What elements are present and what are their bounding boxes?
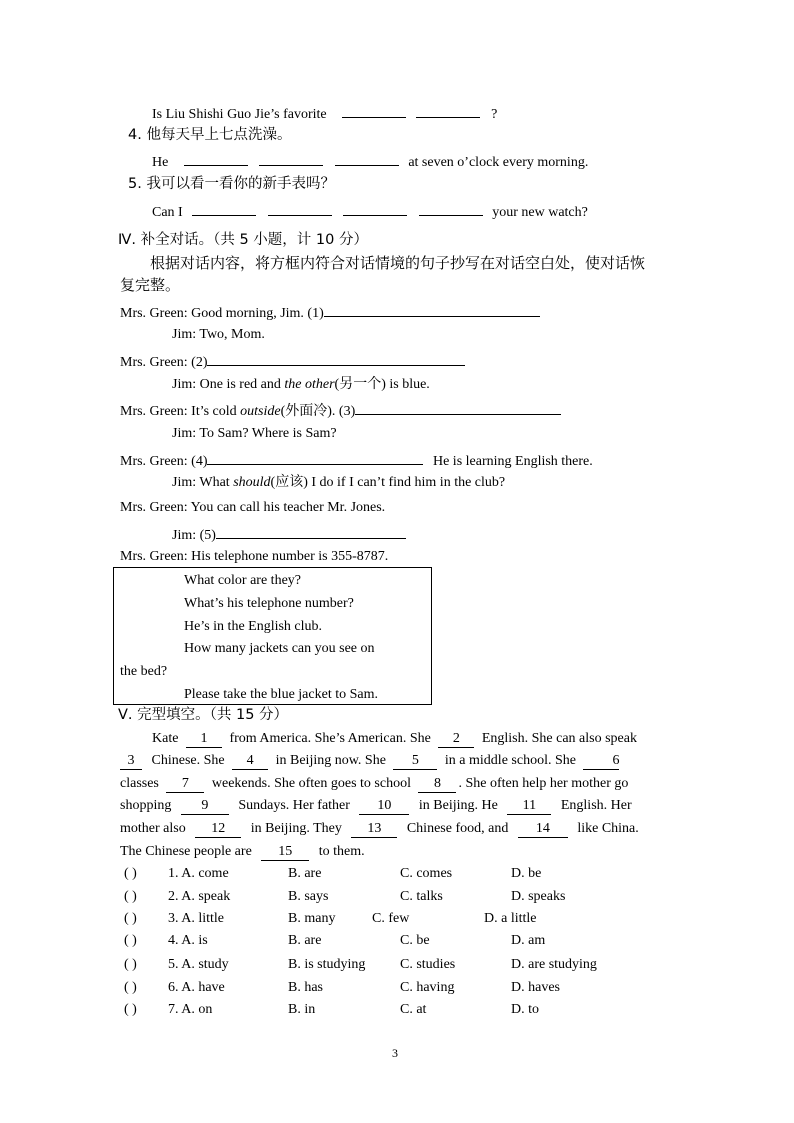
q5-chinese: 5. 我可以看一看你的新手表吗？ [128,176,335,192]
answer-paren[interactable]: ( ) [124,957,137,972]
answer-blank[interactable] [419,201,483,216]
dialogue-line-8: Jim: What should(应该) I do if I can’t find him in the club? [172,475,506,490]
cloze-blank[interactable]: 11 [507,798,551,815]
dialogue-blank-1[interactable] [324,302,540,317]
dialogue-blank-2[interactable] [207,351,465,366]
q5-line: Can I your new watch? [152,201,588,222]
cloze-line-3: classes 7 weekends. She often goes to school 8 . She often help her mother go [120,776,629,791]
dialogue-blank-4[interactable] [207,450,423,465]
answer-blank[interactable] [184,151,248,166]
mc-question-6: ( ) 6. A. have B. has C. having D. haves [124,980,560,995]
answer-paren[interactable]: ( ) [124,866,137,881]
dialogue-line-4: Jim: One is red and the other(另一个) is blue. [172,377,430,392]
cloze-blank[interactable]: 15 [261,844,309,861]
dialogue-line-10: Jim: (5) [172,524,406,545]
dialogue-line-11: Mrs. Green: His telephone number is 355-8787. [120,549,389,564]
q4-chinese: 4. 他每天早上七点洗澡。 [128,127,292,143]
answer-blank[interactable] [268,201,332,216]
cloze-line-5: mother also 12 in Beijing. They 13 Chinese food, and 14 like China. [120,821,639,836]
box-sentence: What color are they? [184,573,301,588]
cloze-blank[interactable]: 3 [120,753,142,770]
cloze-blank[interactable]: 1 [186,731,222,748]
mc-question-2: ( ) 2. A. speak B. says C. talks D. speaks [124,889,566,904]
cloze-line-1: Kate 1 from America. She’s American. She 2 English. She can also speak [152,731,637,746]
box-sentence: Please take the blue jacket to Sam. [184,687,378,702]
box-sentence: He’s in the English club. [184,619,323,634]
dialogue-line-9: Mrs. Green: You can call his teacher Mr. Jones. [120,500,386,515]
mc-question-5: ( ) 5. A. study B. is studying C. studies D. are studying [124,957,597,972]
dialogue-line-6: Jim: To Sam? Where is Sam? [172,426,337,441]
dialogue-blank-3[interactable] [355,400,561,415]
mc-question-7: ( ) 7. A. on B. in C. at D. to [124,1002,539,1017]
cloze-blank[interactable]: 6 [583,753,619,770]
dialogue-line-2: Jim: Two, Mom. [172,327,265,342]
answer-blank[interactable] [342,103,406,118]
answer-blank[interactable] [335,151,399,166]
dialogue-line-3: Mrs. Green: (2) [120,351,465,372]
answer-blank[interactable] [416,103,480,118]
cloze-blank[interactable]: 14 [518,821,568,838]
section-4-heading: Ⅳ. 补全对话。（共 5 小题，计 10 分） [118,232,368,248]
cloze-line-4: shopping 9 Sundays. Her father 10 in Beijing. He 11 English. Her [120,798,632,813]
section-4-instruction: 复完整。 [120,276,181,294]
cloze-blank[interactable]: 4 [232,753,268,770]
dialogue-line-5: Mrs. Green: It’s cold outside(外面冷). (3) [120,400,561,421]
cloze-blank[interactable]: 12 [195,821,241,838]
box-sentence: the bed? [120,664,168,679]
box-sentence: How many jackets can you see on [184,641,375,656]
answer-paren[interactable]: ( ) [124,933,137,948]
q3-line: Is Liu Shishi Guo Jie’s favorite ? [152,103,497,124]
mc-question-1: ( ) 1. A. come B. are C. comes D. be [124,866,542,881]
cloze-blank[interactable]: 2 [438,731,474,748]
mc-question-4: ( ) 4. A. is B. are C. be D. am [124,933,546,948]
cloze-blank[interactable]: 9 [181,798,229,815]
answer-paren[interactable]: ( ) [124,911,137,926]
answer-blank[interactable] [192,201,256,216]
answer-blank[interactable] [343,201,407,216]
cloze-line-6: The Chinese people are 15 to them. [120,844,365,859]
dialogue-blank-5[interactable] [216,524,406,539]
dialogue-line-1: Mrs. Green: Good morning, Jim. (1) [120,302,540,323]
cloze-blank[interactable]: 7 [166,776,204,793]
q4-line: He at seven o’clock every morning. [152,151,588,172]
cloze-blank[interactable]: 10 [359,798,409,815]
answer-paren[interactable]: ( ) [124,1002,137,1017]
box-sentence: What’s his telephone number? [184,596,354,611]
page-number: 3 [392,1046,398,1060]
mc-question-3: ( ) 3. A. little B. many C. few D. a little [124,911,537,926]
section-4-instruction: 根据对话内容，将方框内符合对话情境的句子抄写在对话空白处，使对话恢 [150,254,646,272]
answer-paren[interactable]: ( ) [124,980,137,995]
answer-paren[interactable]: ( ) [124,889,137,904]
cloze-line-2: 3 Chinese. She 4 in Beijing now. She 5 in a middle school. She 6 [120,752,619,770]
section-5-heading: Ⅴ. 完型填空。（共 15 分） [118,707,289,723]
cloze-blank[interactable]: 5 [393,753,437,770]
cloze-blank[interactable]: 13 [351,821,397,838]
dialogue-line-7: Mrs. Green: (4) He is learning English there. [120,450,593,471]
answer-blank[interactable] [259,151,323,166]
cloze-blank[interactable]: 8 [418,776,456,793]
